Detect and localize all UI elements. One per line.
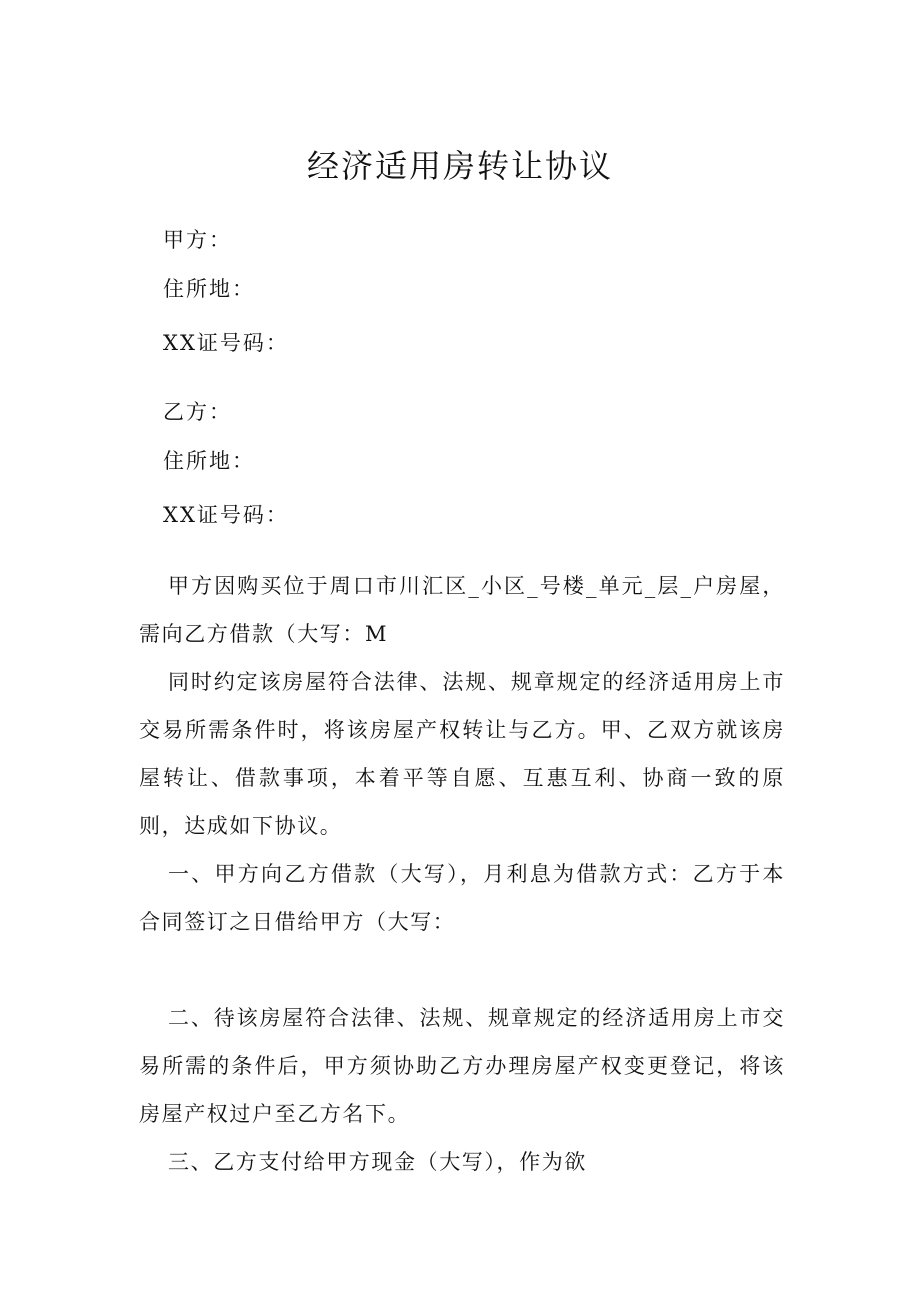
paragraph-clause-3: 三、乙方支付给甲方现金（大写），作为欲	[168, 1150, 587, 1174]
party-b-label: 乙方：	[163, 400, 232, 424]
paragraph-purchase: 甲方因购买位于周口市川汇区_小区_号楼_单元_层_户房屋，需向乙方借款（大写：M	[139, 574, 785, 646]
party-b-id-label: XX证号码：	[163, 503, 289, 527]
party-a-id-label: XX证号码：	[163, 331, 289, 355]
document-title: 经济适用房转让协议	[306, 147, 613, 185]
paragraph-clause-1: 一、甲方向乙方借款（大写），月利息为借款方式：乙方于本合同签订之日借给甲方（大写：	[139, 862, 785, 934]
party-a-address-label: 住所地：	[163, 277, 255, 301]
party-a-label: 甲方：	[163, 228, 232, 252]
paragraph-clause-2: 二、待该房屋符合法律、法规、规章规定的经济适用房上市交易所需的条件后，甲方须协助乙方办理房屋产权变更登记，将该房屋产权过户至乙方名下。	[139, 1006, 785, 1126]
party-b-address-label: 住所地：	[163, 449, 255, 473]
paragraph-agreement: 同时约定该房屋符合法律、法规、规章规定的经济适用房上市交易所需条件时，将该房屋产权转让与乙方。甲、乙双方就该房屋转让、借款事项，本着平等自愿、互惠互利、协商一致的原则，达成如下协议。	[139, 670, 785, 838]
